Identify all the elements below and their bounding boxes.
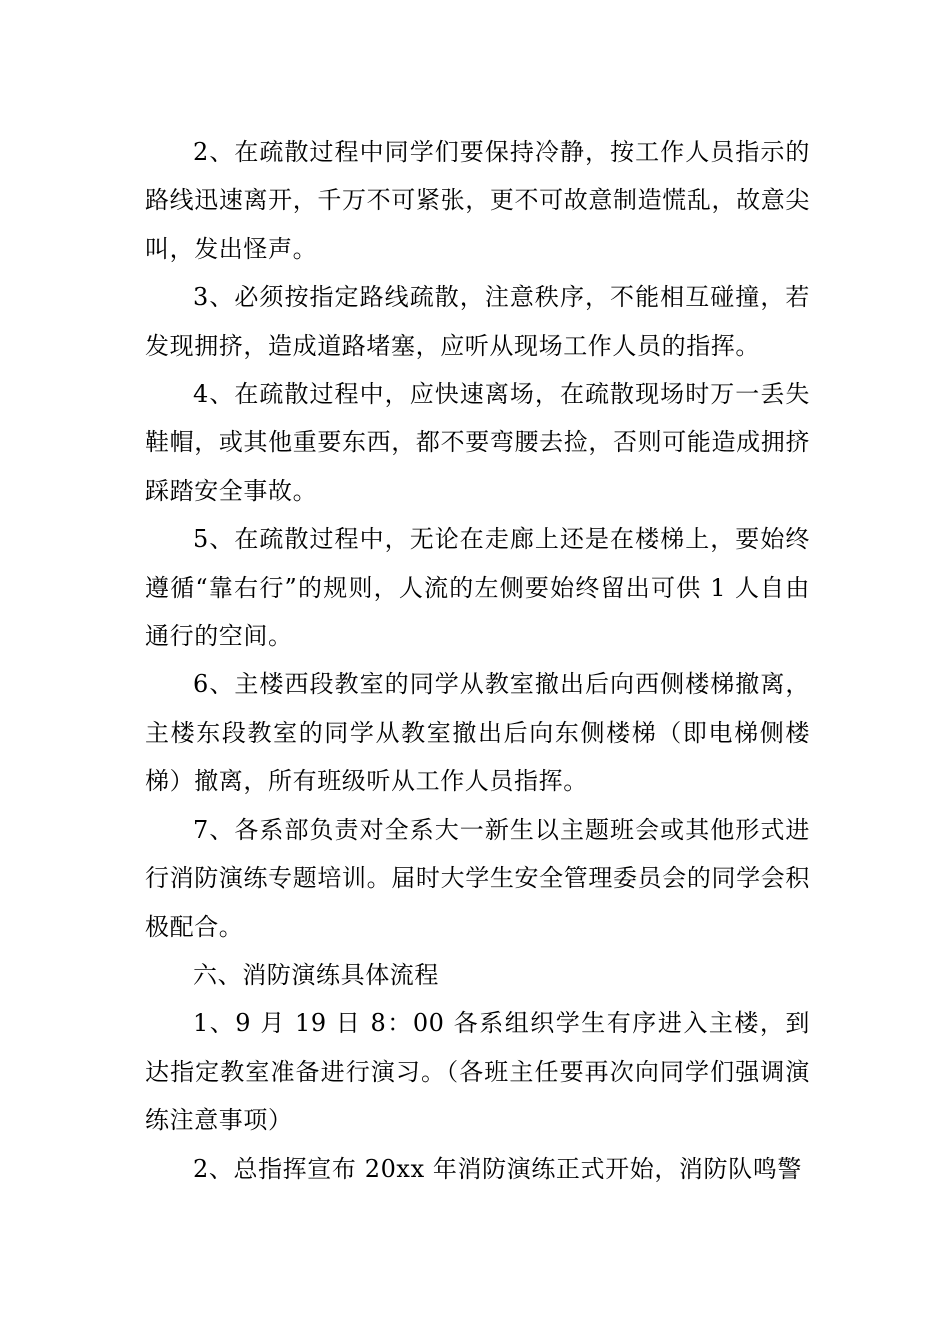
paragraph-training: 7、各系部负责对全系大一新生以主题班会或其他形式进行消防演练专题培训。届时大学生安全管理委员会的同学会积极配合。 <box>145 815 810 941</box>
paragraph-stairway-assignment: 6、主楼西段教室的同学从教室撤出后向西侧楼梯撤离，主楼东段教室的同学从教室撤出后向东侧楼梯（即电梯侧楼梯）撤离，所有班级听从工作人员指挥。 <box>145 670 810 796</box>
paragraph-evacuation-calm: 2、在疏散过程中同学们要保持冷静，按工作人员指示的路线迅速离开，千万不可紧张，更不可故意制造慌乱，故意尖叫，发出怪声。 <box>145 138 810 263</box>
paragraph-step-1: 1、9 月 19 日 8：00 各系组织学生有序进入主楼，到达指定教室准备进行演习。（各班主任要再次向同学们强调演练注意事项） <box>145 1009 810 1135</box>
document-body <box>145 128 810 1193</box>
paragraph-designated-route: 3、必须按指定路线疏散，注意秩序，不能相互碰撞，若发现拥挤，造成道路堵塞，应听从现场工作人员的指挥。 <box>145 283 810 360</box>
section-heading-drill-procedure: 六、消防演练具体流程 <box>193 960 439 989</box>
paragraph-step-2: 2、总指挥宣布 20xx 年消防演练正式开始，消防队鸣警 <box>193 1154 802 1183</box>
paragraph-keep-right: 5、在疏散过程中，无论在走廊上还是在楼梯上，要始终遵循“靠右行”的规则，人流的左侧要始终留出可供 1 人自由通行的空间。 <box>145 525 810 651</box>
paragraph-do-not-pick-up: 4、在疏散过程中，应快速离场，在疏散现场时万一丢失鞋帽，或其他重要东西，都不要弯腰去捡，否则可能造成拥挤踩踏安全事故。 <box>145 380 810 505</box>
